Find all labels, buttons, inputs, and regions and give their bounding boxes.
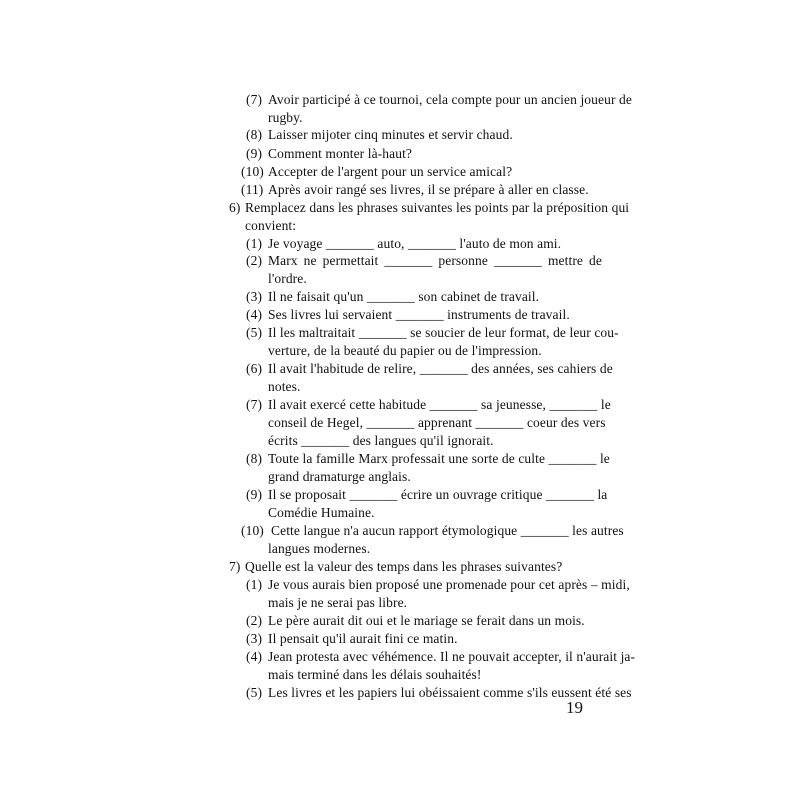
ex6-item-8-line-1: Toute la famille Marx professait une sorte de culte _______ le xyxy=(268,451,610,466)
exercise-6-instruction-line-1: Remplacez dans les phrases suivantes les points par la préposition qui xyxy=(245,200,630,215)
ex6-item-1-line-1: Je voyage _______ auto, _______ l'auto de mon ami. xyxy=(268,236,562,251)
ex6-item-6-line-2: notes. xyxy=(268,379,301,394)
ex7-item-5-line-1: Les livres et les papiers lui obéissaient comme s'ils eussent été ses xyxy=(268,685,632,700)
ex7-item-5-num: (5) xyxy=(246,685,263,700)
ex6-item-6-num: (6) xyxy=(246,361,263,376)
page-number: 19 xyxy=(566,698,583,717)
exercise-6-instruction-line-2: convient: xyxy=(245,218,297,233)
ex6-item-10-line-1: Cette langue n'a aucun rapport étymologique _______ les autres xyxy=(271,523,624,538)
ex6-item-7-line-1: Il avait exercé cette habitude _______ sa jeunesse, _______ le xyxy=(268,397,611,412)
ex6-item-9-line-1: Il se proposait _______ écrire un ouvrage critique _______ la xyxy=(268,487,608,502)
exercise-6-number: 6) xyxy=(229,200,241,215)
ex6-item-10-line-2: langues modernes. xyxy=(268,541,371,556)
ex7-item-1-line-1: Je vous aurais bien proposé une promenade pour cet après – midi, xyxy=(268,577,630,592)
item-11-num: (11) xyxy=(241,182,264,197)
ex6-item-4-num: (4) xyxy=(246,307,263,322)
ex6-item-5-line-2: verture, de la beauté du papier ou de l'impression. xyxy=(268,343,542,358)
item-9-num: (9) xyxy=(246,146,263,161)
item-10-num: (10) xyxy=(241,164,264,179)
ex6-item-10-num: (10) xyxy=(241,523,264,538)
ex7-item-4-num: (4) xyxy=(246,649,263,664)
item-8-num: (8) xyxy=(246,127,263,142)
ex6-item-2-line-2: l'ordre. xyxy=(268,271,307,286)
item-10-text: Accepter de l'argent pour un service amical? xyxy=(268,164,513,179)
item-11-text: Après avoir rangé ses livres, il se prépare à aller en classe. xyxy=(268,182,589,197)
item-7-text-line-2: rugby. xyxy=(268,110,303,125)
ex6-item-7-line-3: écrits _______ des langues qu'il ignorait. xyxy=(268,433,494,448)
item-7-text-line-1: Avoir participé à ce tournoi, cela compte pour un ancien joueur de xyxy=(268,92,632,107)
ex7-item-2-line-1: Le père aurait dit oui et le mariage se ferait dans un mois. xyxy=(268,613,585,628)
ex7-item-3-num: (3) xyxy=(246,631,263,646)
ex7-item-4-line-1: Jean protesta avec véhémence. Il ne pouvait accepter, il n'aurait ja- xyxy=(268,649,636,664)
ex7-item-2-num: (2) xyxy=(246,613,263,628)
ex6-item-8-num: (8) xyxy=(246,451,263,466)
ex6-item-2-line-1: Marx ne permettait _______ personne _______ mettre de xyxy=(268,253,602,268)
exercise-7-number: 7) xyxy=(229,559,241,574)
ex6-item-5-line-1: Il les maltraitait _______ se soucier de leur format, de leur cou- xyxy=(268,325,619,340)
ex6-item-9-line-2: Comédie Humaine. xyxy=(268,505,375,520)
item-7-num: (7) xyxy=(246,92,263,107)
ex6-item-2-num: (2) xyxy=(246,253,263,268)
ex6-item-9-num: (9) xyxy=(246,487,263,502)
ex6-item-7-line-2: conseil de Hegel, _______ apprenant _______ coeur des vers xyxy=(268,415,606,430)
ex6-item-1-num: (1) xyxy=(246,236,263,251)
item-8-text: Laisser mijoter cinq minutes et servir chaud. xyxy=(268,127,513,142)
ex7-item-1-line-2: mais je ne serai pas libre. xyxy=(268,595,408,610)
item-9-text: Comment monter là-haut? xyxy=(268,146,413,161)
ex6-item-3-line-1: Il ne faisait qu'un _______ son cabinet de travail. xyxy=(268,289,540,304)
exercise-7-instruction: Quelle est la valeur des temps dans les phrases suivantes? xyxy=(245,559,563,574)
ex7-item-3-line-1: Il pensait qu'il aurait fini ce matin. xyxy=(268,631,458,646)
ex7-item-1-num: (1) xyxy=(246,577,263,592)
ex6-item-6-line-1: Il avait l'habitude de relire, _______ des années, ses cahiers de xyxy=(268,361,613,376)
ex6-item-7-num: (7) xyxy=(246,397,263,412)
ex6-item-8-line-2: grand dramaturge anglais. xyxy=(268,469,411,484)
ex6-item-4-line-1: Ses livres lui servaient _______ instruments de travail. xyxy=(268,307,570,322)
ex7-item-4-line-2: mais terminé dans les délais souhaités! xyxy=(268,667,482,682)
ex6-item-3-num: (3) xyxy=(246,289,263,304)
ex6-item-5-num: (5) xyxy=(246,325,263,340)
